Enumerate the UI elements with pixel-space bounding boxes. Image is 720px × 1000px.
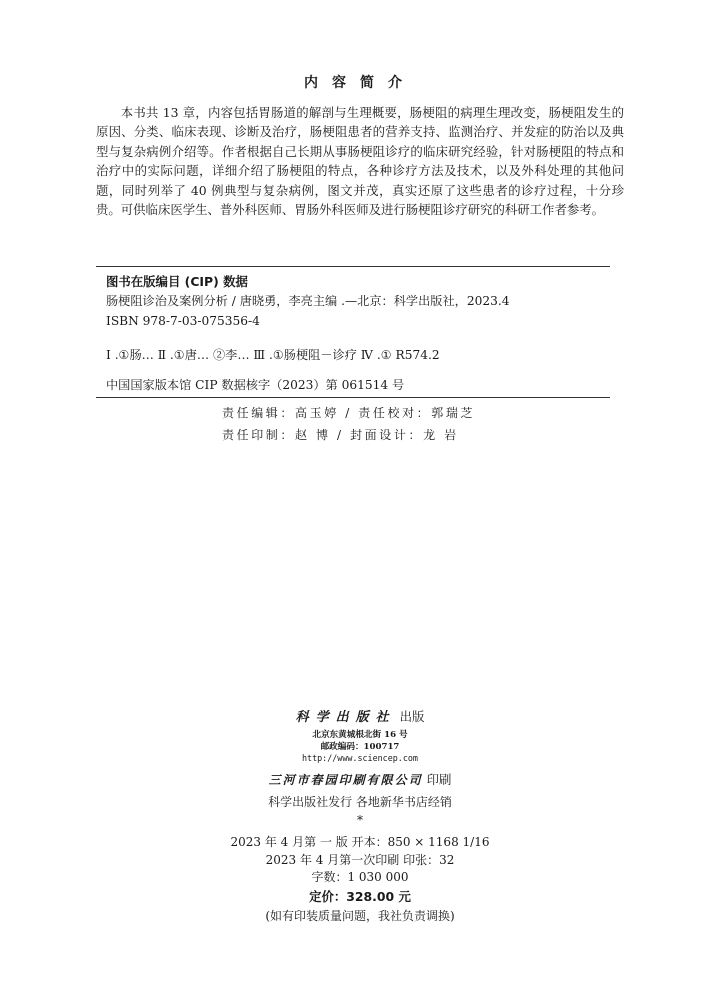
staff-line-print-design: 责任印制：赵 博 / 封面设计：龙 岩 xyxy=(222,428,459,442)
cip-classification: Ⅰ .①肠… Ⅱ .①唐… ②李… Ⅲ .①肠梗阻－诊疗 Ⅳ .① R574.2 xyxy=(106,348,440,362)
edition-line: 2023 年 4 月第 一 版 开本：850 × 1168 1/16 xyxy=(230,835,490,849)
cip-book-line: 肠梗阻诊治及案例分析 / 唐晓勇，李亮主编 .—北京：科学出版社，2023.4 xyxy=(106,294,510,308)
cip-number: 中国国家版本馆 CIP 数据核字（2023）第 061514 号 xyxy=(106,378,405,392)
price-line: 定价：328.00 元 xyxy=(309,889,411,904)
publisher-address: 北京东黄城根北街 16 号 xyxy=(312,730,408,740)
word-count-line: 字数：1 030 000 xyxy=(311,870,409,884)
publisher-postcode: 邮政编码：100717 xyxy=(320,742,400,752)
printer-name: 三河市春园印刷有限公司 xyxy=(268,773,423,787)
printer-suffix: 印刷 xyxy=(426,772,452,787)
printing-line: 2023 年 4 月第一次印刷 印张：32 xyxy=(265,853,455,867)
staff-line-editors: 责任编辑：高玉婷 / 责任校对：郭瑞芝 xyxy=(222,406,476,420)
separator-star: * xyxy=(357,813,363,827)
intro-body: 本书共 13 章，内容包括胃肠道的解剖与生理概要，肠梗阻的病理生理改变，肠梗阻发生的原因、分类、临床表现、诊断及治疗，肠梗阻患者的营养支持、监测治疗、并发症的防治以及典型与复杂病例介绍等。作者根据自己长期从事肠梗阻诊疗的临床研究经验，针对肠梗阻的特点和治疗中的实际问题，详细介绍了肠梗阻的特点，各种诊疗方法及技术，以及外科处理的其他问题，同时列举了 40 例典型与复杂病例，图文并茂，真实还原了这些患者的诊疗过程，十分珍贵。可供临床医学生、普外科医师、胃肠外科医师及进行肠梗阻诊疗研究的科研工作者参考。 xyxy=(96,105,624,218)
cip-isbn: ISBN 978-7-03-075356-4 xyxy=(106,314,260,328)
publisher-website: http://www.sciencep.com xyxy=(302,753,418,763)
publisher-line xyxy=(0,706,720,725)
printer-line xyxy=(0,769,720,788)
cip-heading: 图书在版编目 (CIP) 数据 xyxy=(106,274,248,289)
intro-title: 内容简介 xyxy=(304,75,416,91)
cip-rule-bottom xyxy=(96,397,610,398)
quality-notice: (如有印装质量问题，我社负责调换) xyxy=(265,909,455,923)
distribution-line: 科学出版社发行 各地新华书店经销 xyxy=(268,795,452,809)
publisher-name: 科学出版社 xyxy=(295,710,396,725)
cip-rule-top xyxy=(96,266,610,267)
publisher-suffix: 出版 xyxy=(399,709,425,724)
